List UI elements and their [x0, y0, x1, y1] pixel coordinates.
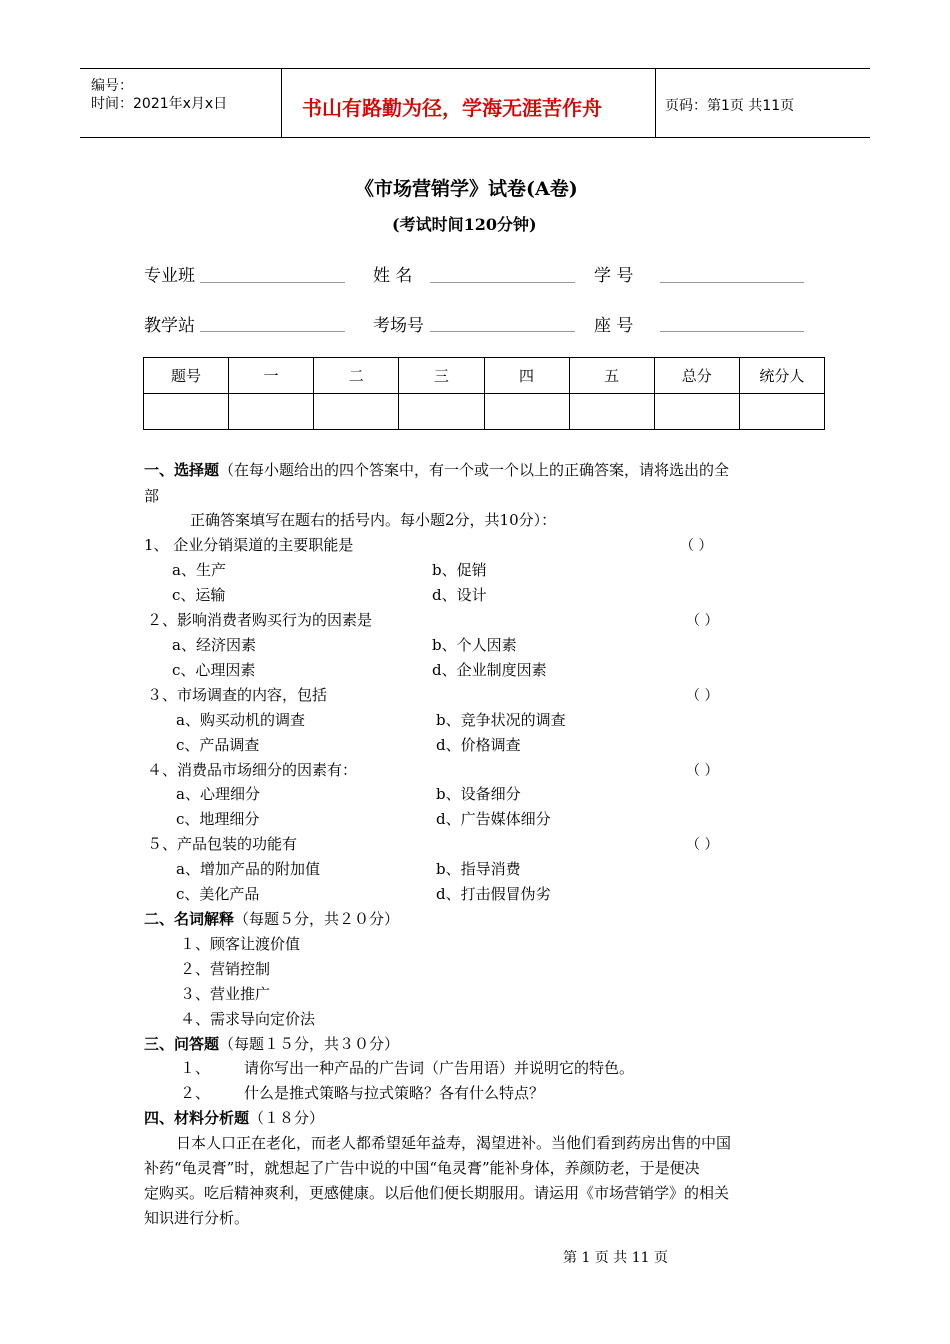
case-text-line: 知识进行分析。 [144, 1209, 250, 1227]
major-class-field[interactable] [200, 282, 345, 283]
score-header-cell: 三 [399, 358, 484, 394]
header-center-cell [281, 69, 656, 137]
exam-subtitle: (考试时间120分钟) [392, 215, 537, 234]
option-b: b、促销 [432, 561, 487, 579]
option-a: a、心理细分 [176, 785, 260, 803]
station-label: 教学站 [144, 316, 195, 336]
room-no-field[interactable] [430, 331, 575, 332]
question-4: ４、消费品市场细分的因素有： [147, 761, 358, 779]
score-cell[interactable] [739, 394, 824, 430]
score-table-header-row [144, 358, 825, 394]
case-text-line: 补药“龟灵膏”时，就想起了广告中说的中国“龟灵膏”能补身体，养颜防老，于是便决 [144, 1159, 700, 1177]
score-cell[interactable] [229, 394, 314, 430]
answer-bracket-3[interactable]: （ ） [686, 688, 719, 704]
page-counter: 页码：第1页 共11页 [665, 98, 795, 114]
section1-instruction: （在每小题给出的四个答案中，有一个或一个以上的正确答案，请将选出的全 [219, 461, 730, 479]
option-d: d、价格调查 [436, 736, 521, 754]
answer-bracket-5[interactable]: （ ） [686, 837, 719, 853]
section2-title [144, 908, 399, 929]
option-a: a、购买动机的调查 [176, 711, 305, 729]
section4-heading: 四、材料分析题 [144, 1109, 250, 1127]
section3-title [144, 1033, 399, 1054]
section1-instruction-cont: 部 [144, 487, 160, 505]
page-header [80, 68, 870, 138]
option-d: d、企业制度因素 [432, 661, 547, 679]
seat-field[interactable] [660, 331, 804, 332]
student-no-field[interactable] [660, 282, 804, 283]
score-cell[interactable] [654, 394, 739, 430]
header-right-cell [655, 69, 870, 137]
score-cell[interactable] [144, 394, 229, 430]
option-d: d、设计 [432, 586, 487, 604]
score-header-cell: 题号 [144, 358, 229, 394]
question-text: 请你写出一种产品的广告词（广告用语）并说明它的特色。 [244, 1059, 635, 1077]
station-field[interactable] [200, 331, 345, 332]
option-a: a、经济因素 [172, 636, 256, 654]
option-b: b、指导消费 [436, 860, 521, 878]
seat-label: 座 号 [594, 316, 634, 336]
name-field[interactable] [430, 282, 575, 283]
option-b: b、竞争状况的调查 [436, 711, 566, 729]
case-text-line: 日本人口正在老化，而老人都希望延年益寿，渴望进补。当他们看到药房出售的中国 [176, 1134, 732, 1152]
section4-note: （１８分） [249, 1109, 325, 1127]
option-d: d、广告媒体细分 [436, 810, 551, 828]
score-cell[interactable] [399, 394, 484, 430]
score-cell[interactable] [569, 394, 654, 430]
score-header-cell: 统分人 [739, 358, 824, 394]
question-text: 什么是推式策略与拉式策略？各有什么特点？ [244, 1084, 545, 1102]
option-a: a、生产 [172, 561, 226, 579]
term-item: １、顾客让渡价值 [180, 935, 301, 953]
term-item: ３、营业推广 [180, 985, 271, 1003]
name-label: 姓 名 [373, 266, 413, 286]
score-header-cell: 总分 [654, 358, 739, 394]
section1-heading: 一、选择题 [144, 461, 220, 479]
answer-bracket-4[interactable]: （ ） [686, 763, 719, 779]
score-header-cell: 四 [484, 358, 569, 394]
student-no-label: 学 号 [594, 266, 634, 286]
room-no-label: 考场号 [373, 316, 424, 336]
major-class-label: 专业班 [144, 266, 195, 286]
document-date: 时间：2021年x月x日 [91, 96, 228, 112]
answer-bracket-2[interactable]: （ ） [686, 613, 719, 629]
option-c: c、运输 [172, 586, 226, 604]
score-table [143, 357, 825, 430]
question-number: １、 [180, 1059, 211, 1077]
option-c: c、地理细分 [176, 810, 260, 828]
section2-heading: 二、名词解释 [144, 910, 235, 928]
question-1: 1、 企业分销渠道的主要职能是 [144, 536, 354, 554]
exam-title: 《市场营销学》试卷(A卷) [355, 178, 578, 200]
term-item: ４、需求导向定价法 [180, 1010, 316, 1028]
option-b: b、个人因素 [432, 636, 517, 654]
header-left-cell [80, 69, 281, 137]
answer-bracket-1[interactable]: （ ） [680, 538, 713, 554]
option-c: c、美化产品 [176, 885, 260, 903]
section4-title [144, 1107, 324, 1128]
section3-note: （每题１５分，共３０分） [219, 1035, 400, 1053]
question-5: ５、产品包装的功能有 [147, 835, 298, 853]
score-cell[interactable] [314, 394, 399, 430]
header-motto: 书山有路勤为径，学海无涯苦作舟 [302, 96, 602, 120]
question-number: ２、 [180, 1084, 211, 1102]
score-cell[interactable] [484, 394, 569, 430]
question-3: ３、市场调查的内容，包括 [147, 686, 328, 704]
score-header-cell: 一 [229, 358, 314, 394]
score-table-value-row [144, 394, 825, 430]
score-header-cell: 五 [569, 358, 654, 394]
document-number-label: 编号： [91, 78, 133, 94]
section3-heading: 三、问答题 [144, 1035, 220, 1053]
term-item: ２、营销控制 [180, 960, 271, 978]
option-c: c、产品调查 [176, 736, 260, 754]
score-header-cell: 二 [314, 358, 399, 394]
case-text-line: 定购买。吃后精神爽利，更感健康。以后他们便长期服用。请运用《市场营销学》的相关 [144, 1184, 730, 1202]
page-footer: 第 1 页 共 11 页 [563, 1250, 668, 1266]
section1-instruction-line2: 正确答案填写在题右的括号内。每小题2分，共10分）： [190, 511, 557, 529]
section2-note: （每题５分，共２０分） [234, 910, 400, 928]
question-2: ２、影响消费者购买行为的因素是 [147, 611, 373, 629]
option-d: d、打击假冒伪劣 [436, 885, 551, 903]
option-b: b、设备细分 [436, 785, 521, 803]
option-a: a、增加产品的附加值 [176, 860, 320, 878]
section1-intro [144, 459, 729, 480]
option-c: c、心理因素 [172, 661, 256, 679]
